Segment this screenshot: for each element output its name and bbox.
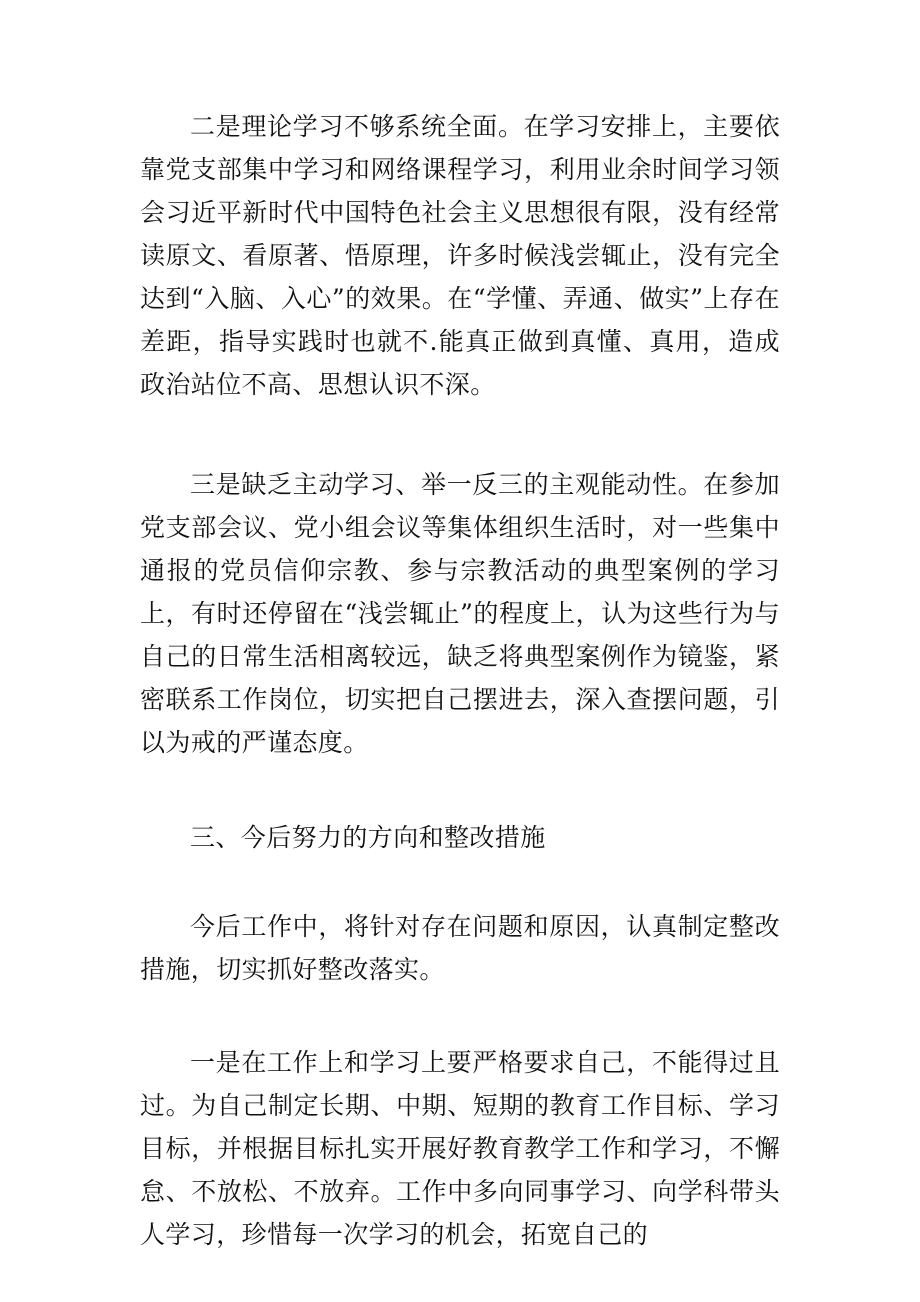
paragraph-lack-initiative: 三是缺乏主动学习、举一反三的主观能动性。在参加党支部会议、党小组会议等集体组织生活时，对一些集中通报的党员信仰宗教、参与宗教活动的典型案例的学习上，有时还停留在“浅尝辄止”的程度上，认为这些行为与自己的日常生活相离较远，缺乏将典型案例作为镜鉴，紧密联系工作岗位，切实把自己摆进去，深入查摆问题，引以为戒的严谨态度。 — [140, 470, 780, 757]
paragraph-theory-study: 二是理论学习不够系统全面。在学习安排上，主要依靠党支部集中学习和网络课程学习，利用业余时间学习领会习近平新时代中国特色社会主义思想很有限，没有经常读原文、看原著、悟原理，许多时候浅尝辄止，没有完全达到“入脑、入心”的效果。在“学懂、弄通、做实”上存在差距，指导实践时也就不.能真正做到真懂、真用，造成政治站位不高、思想认识不深。 — [140, 112, 780, 399]
document-body — [140, 105, 780, 1256]
paragraph-rectification-intro: 今后工作中，将针对存在问题和原因，认真制定整改措施，切实抓好整改落实。 — [140, 912, 780, 984]
paragraph-strict-requirements: 一是在工作上和学习上要严格要求自己，不能得过且过。为自己制定长期、中期、短期的教育工作目标、学习目标，并根据目标扎实开展好教育教学工作和学习，不懈怠、不放松、不放弃。工作中多向同事学习、向学科带头人学习，珍惜每一次学习的机会，拓宽自己的 — [140, 1048, 780, 1249]
section-heading-rectification: 三、今后努力的方向和整改措施 — [190, 823, 546, 852]
